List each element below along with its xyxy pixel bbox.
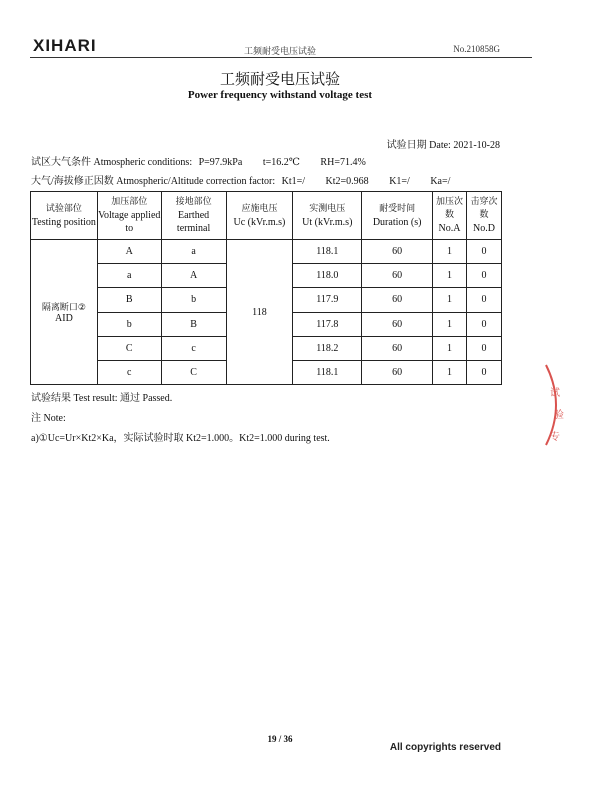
num-breakdown-cell: 0 [466, 312, 501, 336]
company-logo: XIHARI [33, 36, 97, 55]
ut-cell: 117.9 [293, 288, 362, 312]
correction-label: 大气/海拔修正因数 Atmospheric/Altitude correction factor: [31, 176, 276, 187]
num-applied-cell: 1 [433, 264, 467, 288]
num-applied-cell: 1 [433, 312, 467, 336]
note-formula: a)①Uc=Ur×Kt2×Ka，实际试验时取 Kt2=1.000。Kt2=1.000 during test. [31, 433, 330, 444]
test-results-table [30, 191, 502, 385]
duration-cell: 60 [362, 264, 433, 288]
pressure-value: P=97.9kPa [198, 157, 243, 168]
earthed-cell: a [161, 240, 226, 264]
num-applied-cell: 1 [433, 240, 467, 264]
ut-cell: 117.8 [293, 312, 362, 336]
earthed-cell: C [161, 360, 226, 384]
page-title-cn: 工频耐受电压试验 [219, 70, 340, 88]
kt1-value: Kt1=/ [281, 176, 306, 187]
header-divider [30, 57, 532, 58]
test-date: 试验日期 Date: 2021-10-28 [386, 140, 500, 151]
note-label: 注 Note: [31, 413, 66, 424]
num-breakdown-cell: 0 [466, 240, 501, 264]
uc-cell: 118 [226, 240, 293, 385]
svg-text:专: 专 [550, 432, 560, 443]
correction-factors [31, 172, 468, 187]
ka-value: Ka=/ [430, 176, 451, 187]
page-number: 19 / 36 [267, 734, 293, 744]
duration-cell: 60 [362, 240, 433, 264]
ut-cell: 118.1 [293, 360, 362, 384]
ut-cell: 118.0 [293, 264, 362, 288]
num-applied-cell: 1 [433, 288, 467, 312]
num-breakdown-cell: 0 [466, 360, 501, 384]
report-number: No.210858G [453, 44, 500, 54]
applied-cell: a [97, 264, 161, 288]
humidity-value: RH=71.4% [320, 157, 366, 168]
header-duration: 耐受时间 Duration (s) [362, 192, 433, 240]
test-result: 试验结果 Test result: 通过 Passed. [31, 393, 173, 404]
num-breakdown-cell: 0 [466, 288, 501, 312]
duration-cell: 60 [362, 336, 433, 360]
ut-cell: 118.2 [293, 336, 362, 360]
table-header-row [31, 192, 502, 240]
header-ut: 实测电压 Ut (kVr.m.s) [293, 192, 362, 240]
testing-position-cell: 隔离断口② AID [31, 240, 98, 385]
header-voltage-applied: 加压部位 Voltage applied to [97, 192, 161, 240]
page-title-en: Power frequency withstand voltage test [187, 89, 373, 101]
duration-cell: 60 [362, 360, 433, 384]
header-earthed-terminal: 接地部位 Earthed terminal [161, 192, 226, 240]
red-seal-stamp [536, 360, 596, 450]
earthed-cell: B [161, 312, 226, 336]
header-uc: 应施电压 Uc (kVr.m.s) [226, 192, 293, 240]
num-applied-cell: 1 [433, 360, 467, 384]
k1-value: K1=/ [389, 176, 410, 187]
copyright-notice: All copyrights reserved [389, 742, 501, 753]
applied-cell: b [97, 312, 161, 336]
atmospheric-label: 试区大气条件 Atmospheric conditions: [31, 157, 193, 168]
svg-text:试: 试 [550, 388, 560, 399]
header-title: 工频耐受电压试验 [243, 46, 316, 56]
applied-cell: B [97, 288, 161, 312]
atmospheric-conditions [31, 153, 384, 168]
duration-cell: 60 [362, 312, 433, 336]
header-num-breakdown: 击穿次数 No.D [466, 192, 501, 240]
applied-cell: C [97, 336, 161, 360]
earthed-cell: b [161, 288, 226, 312]
earthed-cell: c [161, 336, 226, 360]
table-row [31, 240, 502, 264]
num-breakdown-cell: 0 [466, 264, 501, 288]
kt2-value: Kt2=0.968 [325, 176, 369, 187]
earthed-cell: A [161, 264, 226, 288]
num-breakdown-cell: 0 [466, 336, 501, 360]
num-applied-cell: 1 [433, 336, 467, 360]
temperature-value: t=16.2℃ [262, 157, 300, 168]
svg-text:验: 验 [554, 410, 564, 421]
applied-cell: c [97, 360, 161, 384]
header-testing-position: 试验部位 Testing position [31, 192, 98, 240]
ut-cell: 118.1 [293, 240, 362, 264]
header-num-applied: 加压次数 No.A [433, 192, 467, 240]
applied-cell: A [97, 240, 161, 264]
duration-cell: 60 [362, 288, 433, 312]
